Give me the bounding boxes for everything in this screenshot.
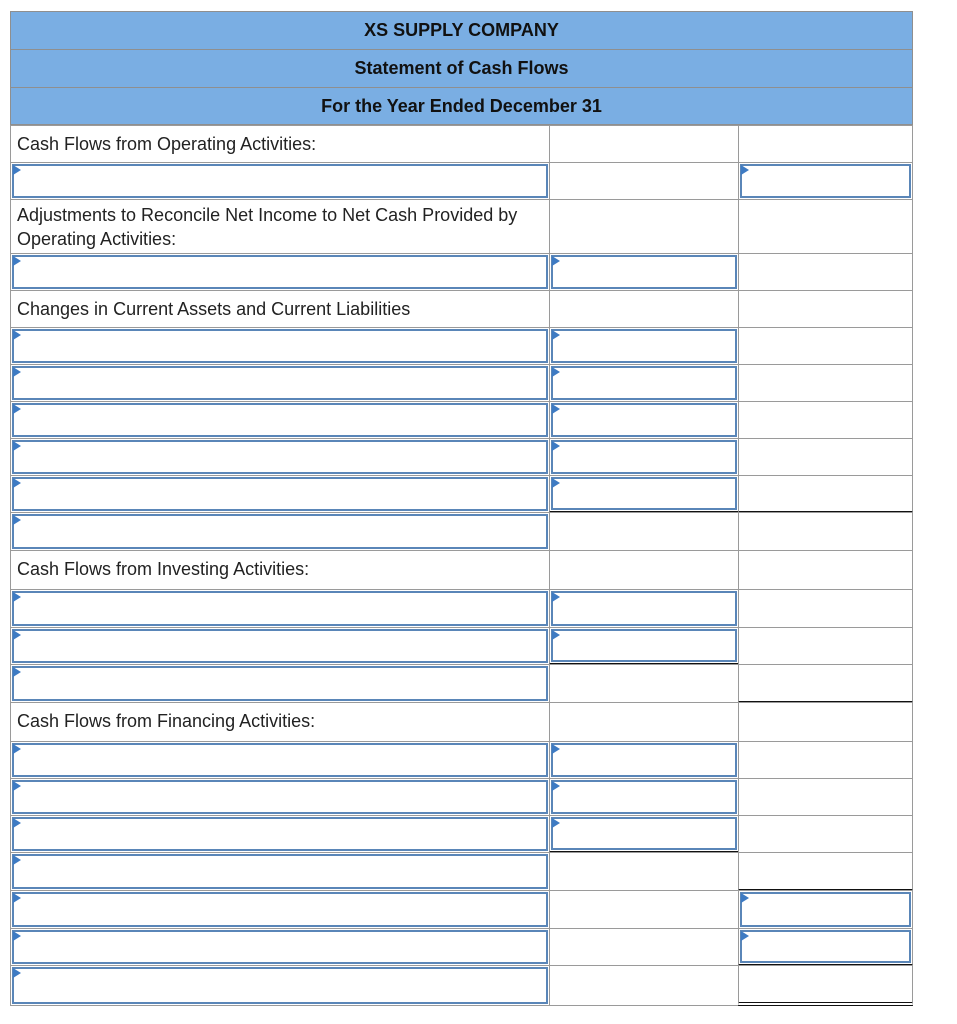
net-income-row [10,162,913,199]
company-name: XS SUPPLY COMPANY [10,11,913,49]
change-amount-input[interactable] [551,329,737,363]
operating-heading: Cash Flows from Operating Activities: [17,134,317,154]
cash-flow-statement [10,11,913,1005]
financing-row [10,741,913,778]
financing-total-row [10,852,913,890]
net-change-row [10,890,913,928]
adjustments-heading-row [10,199,913,253]
adjustment-amount-input[interactable] [551,255,737,289]
change-row [10,364,913,401]
changes-heading-row [10,290,913,327]
change-amount-input[interactable] [551,403,737,437]
financing-label-input[interactable] [12,817,548,851]
change-row [10,475,913,512]
investing-label-input[interactable] [12,629,548,663]
financing-row [10,815,913,852]
investing-row [10,589,913,627]
cash-beginning-amount-input[interactable] [740,930,911,963]
change-amount-input[interactable] [551,366,737,400]
financing-label-input[interactable] [12,780,548,814]
investing-row [10,627,913,664]
investing-heading-row [10,550,913,589]
adjustment-label-input[interactable] [12,255,548,289]
operating-total-row [10,512,913,550]
change-label-input[interactable] [12,329,548,363]
investing-heading: Cash Flows from Investing Activities: [17,559,310,579]
financing-heading: Cash Flows from Financing Activities: [17,711,316,731]
net-change-label-input[interactable] [12,892,548,927]
cash-ending-label-input[interactable] [12,967,548,1004]
statement-title: Statement of Cash Flows [10,49,913,87]
change-row [10,327,913,364]
financing-label-input[interactable] [12,743,548,777]
financing-amount-input[interactable] [551,780,737,814]
change-label-input[interactable] [12,403,548,437]
change-label-input[interactable] [12,477,548,511]
cash-ending-row [10,965,913,1005]
investing-amount-input[interactable] [551,591,737,626]
change-amount-input[interactable] [551,440,737,474]
change-label-input[interactable] [12,440,548,474]
operating-total-label-input[interactable] [12,514,548,549]
operating-heading-row [10,125,913,162]
investing-total-label-input[interactable] [12,666,548,701]
change-label-input[interactable] [12,366,548,400]
financing-heading-row [10,702,913,741]
cash-beginning-label-input[interactable] [12,930,548,964]
net-income-total-input[interactable] [740,164,911,198]
financing-row [10,778,913,815]
financing-amount-input[interactable] [551,817,737,850]
investing-amount-input[interactable] [551,629,737,662]
investing-label-input[interactable] [12,591,548,626]
net-income-label-input[interactable] [12,164,548,198]
cash-beginning-row [10,928,913,965]
changes-heading: Changes in Current Assets and Current Liabilities [17,299,411,319]
change-amount-input[interactable] [551,477,737,510]
financing-amount-input[interactable] [551,743,737,777]
statement-period: For the Year Ended December 31 [10,87,913,125]
change-row [10,401,913,438]
change-row [10,438,913,475]
adjustment-row [10,253,913,290]
net-change-amount-input[interactable] [740,892,911,927]
investing-total-row [10,664,913,702]
adjustments-heading: Adjustments to Reconcile Net Income to Net Cash Provided by Operating Activities: [17,205,518,249]
financing-total-label-input[interactable] [12,854,548,889]
